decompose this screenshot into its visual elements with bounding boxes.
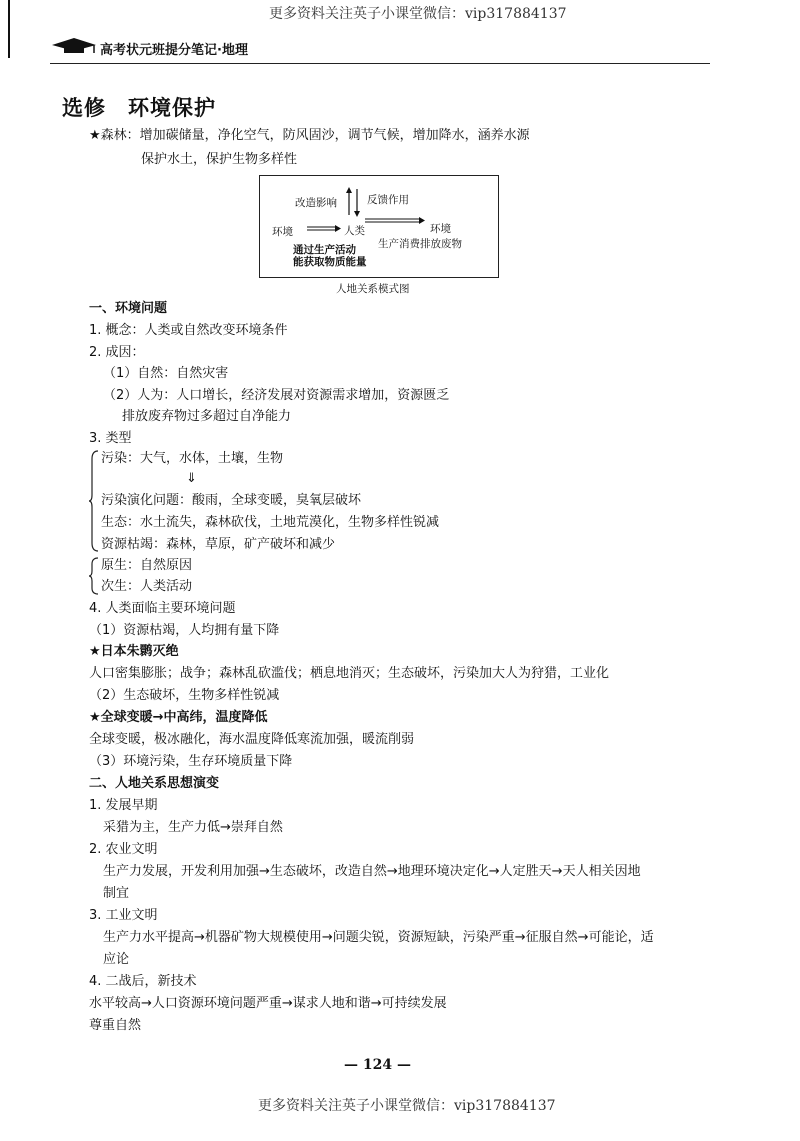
diagram-env-right: 环境 [430,223,451,235]
postwar-text-line1: 水平较高→人口资源环境问题严重→谋求人地和谐→可持续发展 [89,996,447,1011]
problem-2: （2）生态破坏，生物多样性锐减 [89,688,280,703]
warming-title: ★全球变暖→中高纬，温度降低 [89,710,268,725]
diagram-feedback-label: 反馈作用 [367,194,409,206]
warming-text: 全球变暖，极冰融化，海水温度降低寒流加强，暖流削弱 [89,732,415,747]
agri-text-line1: 生产力发展，开发利用加强→生态破坏，改造自然→地理环境决定化→人定胜天→天人相关因地 [103,864,641,879]
indus-heading: 3. 工业文明 [89,908,158,923]
type-ecology: 生态：水土流失，森林砍伐，土地荒漠化，生物多样性锐减 [101,515,440,530]
diagram-consume-label: 生产消费排放废物 [378,238,462,250]
types-brace [88,449,100,553]
watermark-top: 更多资料关注英子小课堂微信：vip317884137 [269,6,567,22]
mortarboard-icon [50,36,100,56]
indus-text-line2: 应论 [103,952,130,967]
origin-brace [88,556,100,596]
indus-text-line1: 生产力水平提高→机器矿物大规模使用→问题尖锐，资源短缺，污染严重→征服自然→可能论，适 [103,930,654,945]
types-line: 3. 类型 [89,431,132,446]
agri-text-line2: 制宜 [103,886,130,901]
header-rule [50,63,710,64]
binding-edge [8,0,10,58]
ibis-title: ★日本朱鹮灭绝 [89,644,179,659]
header-title: 高考状元班提分笔记·地理 [100,43,248,58]
down-arrow-icon: ⇓ [186,471,197,486]
type-pollution: 污染：大气，水体，土壤，生物 [101,451,284,466]
problem-3: （3）环境污染，生存环境质量下降 [89,754,293,769]
agri-heading: 2. 农业文明 [89,842,158,857]
section1-title: 一、环境问题 [89,301,168,316]
origin-secondary: 次生：人类活动 [101,579,193,594]
early-text: 采猎为主，生产力低→崇拜自然 [103,820,283,835]
watermark-bottom: 更多资料关注英子小课堂微信：vip317884137 [258,1098,556,1114]
diagram-env-left: 环境 [272,226,293,238]
early-heading: 1. 发展早期 [89,798,158,813]
postwar-text-line2: 尊重自然 [89,1018,142,1033]
diagram-modify-label: 改造影响 [295,197,337,209]
diagram-humans: 人类 [344,225,365,237]
origin-primary: 原生：自然原因 [101,558,193,573]
forest-note-line2: 保护水土，保护生物多样性 [141,152,298,167]
main-problems-heading: 4. 人类面临主要环境问题 [89,601,236,616]
page-number: — 124 — [344,1057,411,1073]
concept-line: 1. 概念：人类或自然改变环境条件 [89,323,288,338]
diagram-caption: 人地关系模式图 [336,283,410,295]
forest-note-line1: ★森林：增加碳储量，净化空气，防风固沙，调节气候，增加降水，涵养水源 [89,128,530,143]
human-cause-line2: 排放废弃物过多超过自净能力 [122,409,292,424]
ibis-text: 人口密集膨胀；战争；森林乱砍滥伐；栖息地消灭；生态破坏，污染加大人为狩猎，工业化 [89,666,610,681]
type-evolution: 污染演化问题：酸雨，全球变暖，臭氧层破坏 [101,493,362,508]
natural-cause: （1）自然：自然灾害 [103,366,229,381]
diagram-obtain-label1: 通过生产活动 [293,244,356,256]
problem-1: （1）资源枯竭，人均拥有量下降 [89,623,280,638]
diagram-arrows [259,175,499,278]
diagram-obtain-label2: 能获取物质能量 [293,256,367,268]
section2-title: 二、人地关系思想演变 [89,776,220,791]
human-cause-line1: （2）人为：人口增长，经济发展对资源需求增加，资源匮乏 [103,388,450,403]
type-resources: 资源枯竭：森林，草原，矿产破坏和减少 [101,537,336,552]
page-title: 选修 环境保护 [62,96,216,120]
causes-line: 2. 成因： [89,345,145,360]
postwar-heading: 4. 二战后，新技术 [89,974,197,989]
